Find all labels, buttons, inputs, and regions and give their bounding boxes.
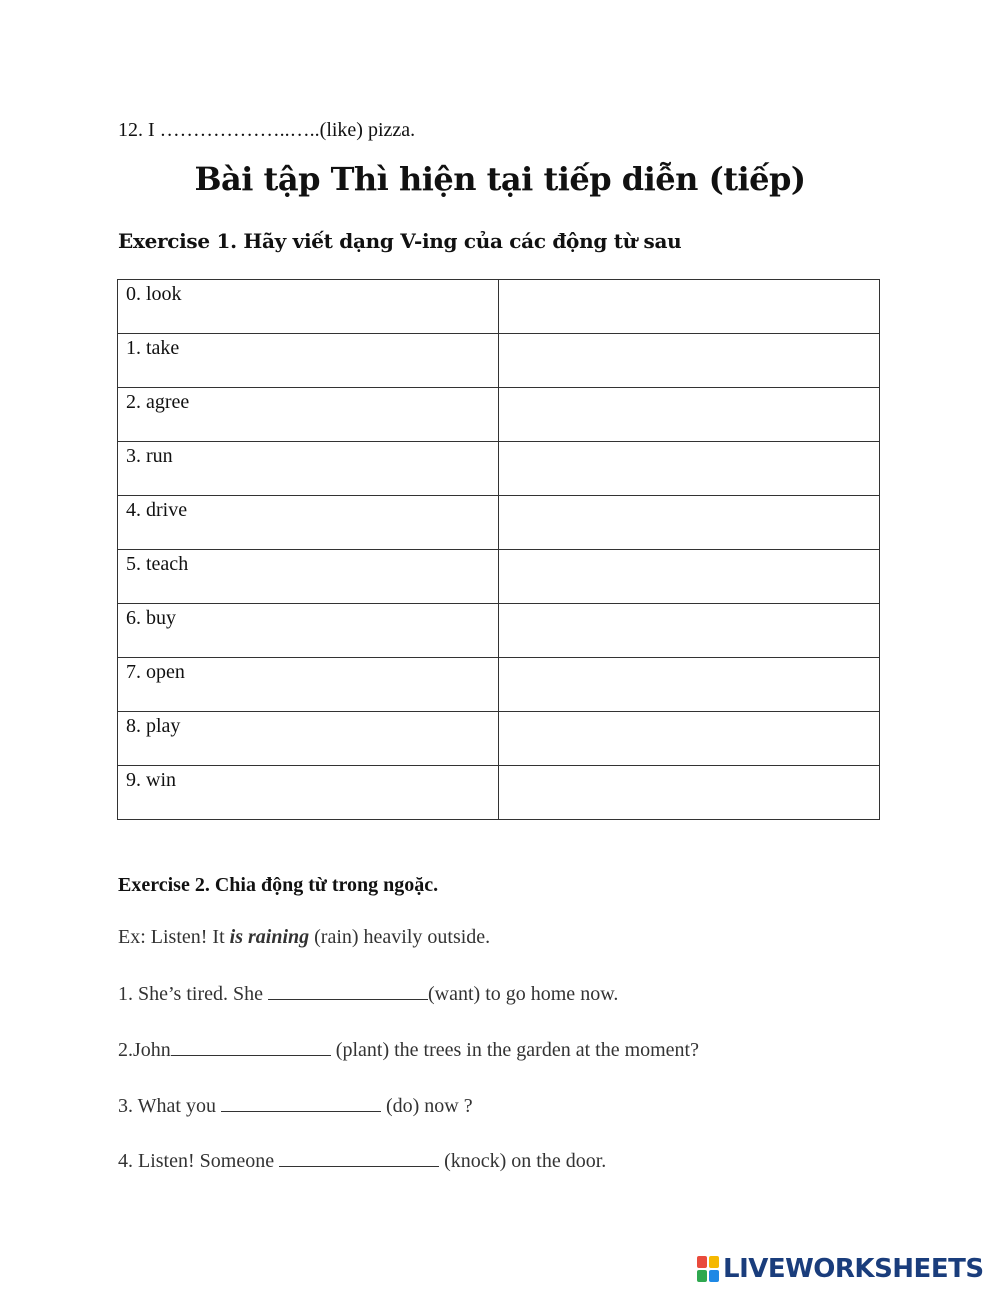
answer-blank[interactable] (221, 1093, 381, 1112)
example-before: Ex: Listen! It (118, 926, 230, 948)
exercise-1-heading: Exercise 1. Hãy viết dạng V-ing của các động từ sau (118, 229, 682, 253)
answer-cell[interactable] (498, 658, 879, 712)
answer-cell[interactable] (498, 388, 879, 442)
verb-cell: 6. buy (126, 607, 176, 629)
table-row (118, 496, 880, 550)
question-text-after: (want) to go home now. (428, 983, 619, 1005)
example-after: (rain) heavily outside. (309, 926, 491, 948)
table-row (118, 334, 880, 388)
question-text-after: (plant) the trees in the garden at the moment? (330, 1039, 699, 1061)
logo-text: LIVEWORKSHEETS (723, 1254, 984, 1284)
table-row (118, 766, 880, 820)
table-row (118, 280, 880, 334)
answer-cell[interactable] (498, 496, 879, 550)
question-4 (118, 1148, 606, 1173)
verb-cell: 2. agree (126, 391, 190, 413)
example-sentence (118, 926, 490, 949)
logo-square (709, 1256, 719, 1268)
question-1 (118, 981, 618, 1006)
table-row (118, 604, 880, 658)
table-row (118, 658, 880, 712)
verb-cell: 4. drive (126, 499, 188, 521)
verb-cell: 0. look (126, 283, 182, 305)
verb-cell: 3. run (126, 445, 173, 467)
table-row (118, 442, 880, 496)
page-title: Bài tập Thì hiện tại tiếp diễn (tiếp) (194, 160, 806, 198)
answer-cell[interactable] (498, 712, 879, 766)
verb-cell: 9. win (126, 769, 176, 791)
table-row (118, 550, 880, 604)
answer-cell[interactable] (498, 280, 879, 334)
answer-blank[interactable] (171, 1037, 331, 1056)
table-row (118, 712, 880, 766)
verb-cell: 1. take (126, 337, 180, 359)
question-3 (118, 1093, 473, 1118)
answer-cell[interactable] (498, 766, 879, 820)
question-2 (118, 1037, 699, 1062)
liveworksheets-logo (697, 1254, 984, 1284)
question-text-before: 3. What you (118, 1095, 221, 1117)
verb-table (117, 279, 880, 820)
verb-cell: 5. teach (126, 553, 189, 575)
verb-cell: 8. play (126, 715, 181, 737)
table-row (118, 388, 880, 442)
question-text-after: (do) now ? (380, 1095, 473, 1117)
answer-cell[interactable] (498, 604, 879, 658)
answer-cell[interactable] (498, 334, 879, 388)
answer-blank[interactable] (268, 981, 428, 1000)
exercise-2-heading: Exercise 2. Chia động từ trong ngoặc. (118, 874, 439, 896)
logo-square (709, 1270, 719, 1282)
verb-cell: 7. open (126, 661, 185, 683)
answer-cell[interactable] (498, 442, 879, 496)
question-text-before: 2.John (118, 1039, 171, 1061)
question-text-before: 1. She’s tired. She (118, 983, 268, 1005)
logo-square (697, 1270, 707, 1282)
previous-exercise-line: 12. I ………………..…..(like) pizza. (118, 119, 416, 141)
question-text-before: 4. Listen! Someone (118, 1150, 280, 1172)
liveworksheets-logo-icon (697, 1256, 719, 1282)
answer-cell[interactable] (498, 550, 879, 604)
answer-blank[interactable] (279, 1148, 439, 1167)
question-text-after: (knock) on the door. (439, 1150, 607, 1172)
logo-square (697, 1256, 707, 1268)
example-answer: is raining (229, 926, 310, 948)
